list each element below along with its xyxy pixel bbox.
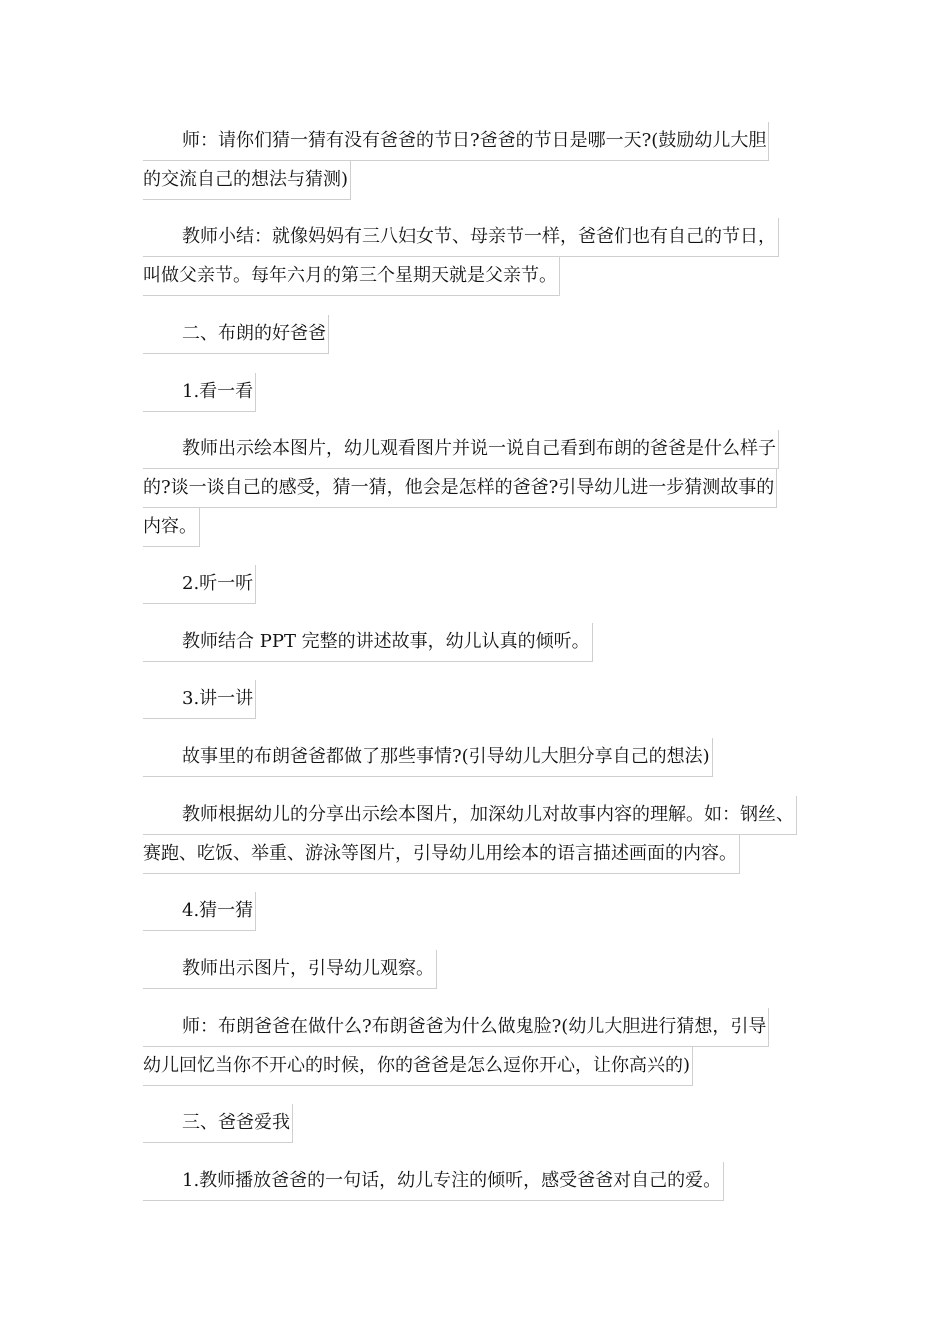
text-line: 幼儿回忆当你不开心的时候，你的爸爸是怎么逗你开心，让你高兴的)	[143, 1047, 693, 1086]
text-line: 教师出示图片，引导幼儿观察。	[143, 950, 437, 989]
text-line: 的交流自己的想法与猜测)	[143, 161, 351, 200]
text-line: 教师小结：就像妈妈有三八妇女节、母亲节一样，爸爸们也有自己的节日，	[143, 218, 779, 257]
text-line: 1.看一看	[143, 373, 256, 412]
text-line: 二、布朗的好爸爸	[143, 315, 329, 354]
step-heading-talk	[143, 680, 256, 719]
text-line: 教师结合 PPT 完整的讲述故事，幼儿认真的倾听。	[143, 623, 593, 662]
paragraph-teacher-question-fathers-day	[143, 122, 769, 200]
text-line: 故事里的布朗爸爸都做了那些事情?(引导幼儿大胆分享自己的想法)	[143, 738, 713, 777]
paragraph-tell-story	[143, 623, 593, 662]
text-line: 叫做父亲节。每年六月的第三个星期天就是父亲节。	[143, 257, 560, 296]
text-line: 三、爸爸爱我	[143, 1104, 293, 1143]
section-heading-brown-good-dad	[143, 315, 329, 354]
paragraph-teacher-summary	[143, 218, 779, 296]
paragraph-show-more-pictures	[143, 796, 797, 874]
text-line: 教师出示绘本图片，幼儿观看图片并说一说自己看到布朗的爸爸是什么样子	[143, 430, 779, 469]
text-line: 内容。	[143, 508, 200, 547]
text-line: 师：布朗爸爸在做什么?布朗爸爸为什么做鬼脸?(幼儿大胆进行猜想，引导	[143, 1008, 769, 1047]
text-line: 3.讲一讲	[143, 680, 256, 719]
paragraph-story-question	[143, 738, 713, 777]
step-heading-look	[143, 373, 256, 412]
paragraph-observe-picture	[143, 950, 437, 989]
text-line: 2.听一听	[143, 565, 256, 604]
text-line: 的?谈一谈自己的感受，猜一猜，他会是怎样的爸爸?引导幼儿进一步猜测故事的	[143, 469, 777, 508]
text-line: 教师根据幼儿的分享出示绘本图片，加深幼儿对故事内容的理解。如：钢丝、	[143, 796, 797, 835]
step-heading-guess	[143, 892, 256, 931]
paragraph-funny-face-question	[143, 1008, 769, 1086]
paragraph-show-pictures	[143, 430, 779, 547]
paragraph-play-dad-voice	[143, 1162, 724, 1201]
step-heading-listen	[143, 565, 256, 604]
section-heading-dad-loves-me	[143, 1104, 293, 1143]
text-line: 赛跑、吃饭、举重、游泳等图片，引导幼儿用绘本的语言描述画面的内容。	[143, 835, 740, 874]
text-line: 4.猜一猜	[143, 892, 256, 931]
text-line: 师：请你们猜一猜有没有爸爸的节日?爸爸的节日是哪一天?(鼓励幼儿大胆	[143, 122, 769, 161]
text-line: 1.教师播放爸爸的一句话，幼儿专注的倾听，感受爸爸对自己的爱。	[143, 1162, 724, 1201]
